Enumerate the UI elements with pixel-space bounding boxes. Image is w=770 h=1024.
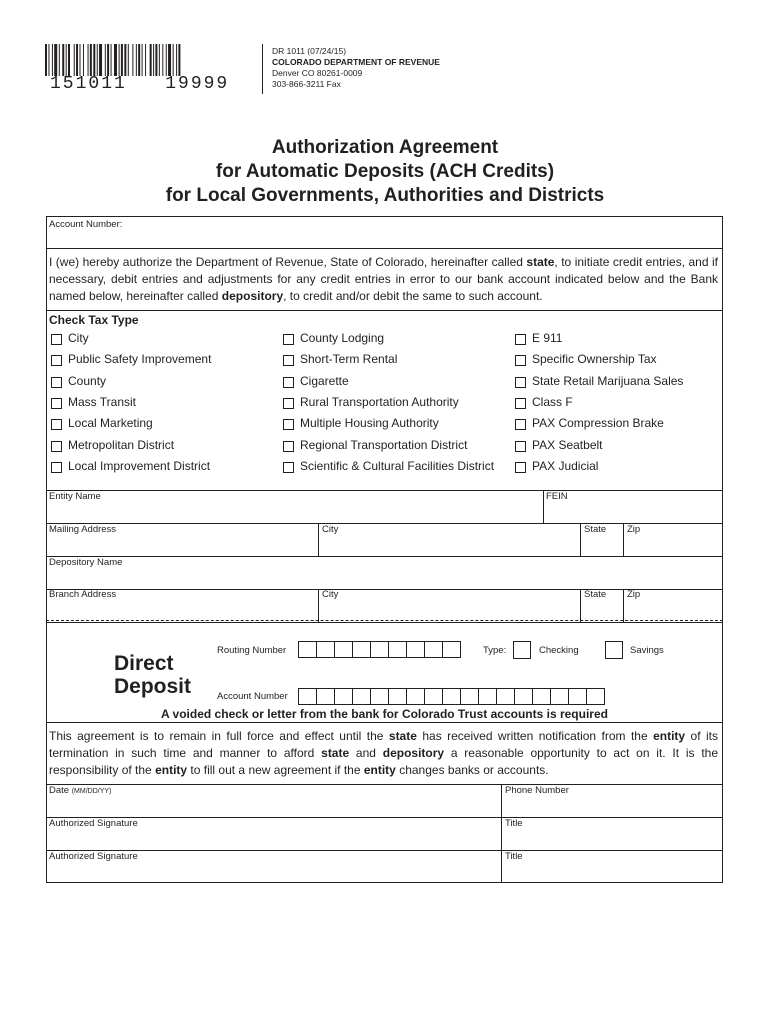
tax-type-checkbox[interactable] [51,334,62,345]
tax-type-option-label: Metropolitan District [68,437,175,452]
mailing-state-label: State [584,524,607,535]
divider [580,523,581,556]
divider [543,490,544,523]
form-id: DR 1011 (07/24/15) [272,46,347,56]
account-number-digit[interactable] [334,688,353,705]
branch-state-field[interactable] [582,600,622,619]
divider [46,490,723,491]
account-number-digit[interactable] [388,688,407,705]
mailing-state-field[interactable] [582,535,622,555]
tax-type-option-label: Rural Transportation Authority [300,394,459,409]
tax-type-checkbox[interactable] [515,355,526,366]
routing-number-digit[interactable] [316,641,335,658]
tax-type-option-label: Mass Transit [68,394,137,409]
date-format-hint: (MM/DD/YY) [71,788,112,795]
divider [46,850,723,851]
title-line-1: Authorization Agreement [271,137,499,158]
divider [623,589,624,622]
divider [46,620,723,621]
tax-type-checkbox[interactable] [51,398,62,409]
form-title [0,136,770,208]
account-number-digit[interactable] [298,688,317,705]
divider [46,722,723,723]
department-address: Denver CO 80261-0009 [272,68,363,78]
branch-address-field[interactable] [47,600,317,619]
fein-field[interactable] [545,502,721,522]
title-line-2: for Automatic Deposits (ACH Credits) [215,161,555,182]
tax-type-option-label: E 911 [532,331,563,345]
tax-type-option-label: Cigarette [300,373,349,388]
tax-type-option-label: PAX Judicial [532,458,599,473]
divider [46,310,723,311]
tax-type-checkbox[interactable] [515,441,526,452]
tax-type-option-label: Scientific & Cultural Facilities District [300,458,495,473]
title-field-2[interactable] [503,862,721,882]
account-number-digit[interactable] [496,688,515,705]
account-number-digit[interactable] [316,688,335,705]
branch-city-label: City [322,589,339,600]
account-number-digit[interactable] [442,688,461,705]
branch-address-label: Branch Address [49,589,117,600]
mailing-city-field[interactable] [320,535,579,555]
tax-type-option-label: Short-Term Rental [300,352,398,367]
phone-number-label: Phone Number [505,785,569,796]
tax-type-option-label: City [68,331,89,345]
account-number-digit[interactable] [406,688,425,705]
account-number-label-dd: Account Number [217,691,288,702]
tax-type-option-label: County Lodging [300,331,385,345]
entity-name-label: Entity Name [49,491,101,502]
authorized-signature-label-2: Authorized Signature [49,851,138,862]
tax-type-checkbox[interactable] [283,398,294,409]
authorization-text: I (we) hereby authorize the Department of Revenue, State of Colorado, hereinafter called state, to initiate credit entries, and if necessary, debit entries and adjustments for any credit entries in error to our bank account indicated below and the Bank named below, hereinafter called depository, to credit and/or debit the same to such account. [49,255,719,303]
account-number-digit[interactable] [370,688,389,705]
account-number-digit[interactable] [460,688,479,705]
mailing-address-field[interactable] [47,535,317,555]
account-number-digit[interactable] [352,688,371,705]
routing-number-digit[interactable] [334,641,353,658]
branch-zip-label: Zip [627,589,641,600]
tax-type-checkbox[interactable] [51,462,62,473]
type-label: Type: [483,645,507,656]
tax-type-option-label: PAX Seatbelt [532,437,603,452]
mailing-address-label: Mailing Address [49,524,117,535]
tax-type-checkbox[interactable] [51,419,62,430]
account-number-digit[interactable] [532,688,551,705]
authorized-signature-field-2[interactable] [47,862,500,882]
divider [46,589,723,590]
tax-type-checkbox[interactable] [283,441,294,452]
routing-number-digit[interactable] [388,641,407,658]
tax-type-checkbox[interactable] [283,462,294,473]
tax-type-option-label: Specific Ownership Tax [532,352,657,367]
entity-name-field[interactable] [47,502,542,522]
tax-type-checkbox[interactable] [51,377,62,388]
routing-number-digit[interactable] [442,641,461,658]
fein-label: FEIN [546,491,568,502]
checking-label: Checking [539,645,579,656]
department-name: COLORADO DEPARTMENT OF REVENUE [272,57,440,67]
date-label: Date (MM/DD/YY) [49,785,112,796]
tax-type-option-label: Multiple Housing Authority [300,416,439,431]
depository-name-field[interactable] [47,568,721,588]
tax-type-checkbox[interactable] [283,377,294,388]
mailing-zip-label: Zip [627,524,641,535]
tax-type-checkbox[interactable] [515,462,526,473]
tax-type-checkbox[interactable] [515,377,526,388]
branch-zip-field[interactable] [625,600,721,619]
account-number-digit[interactable] [550,688,569,705]
branch-city-field[interactable] [320,600,579,619]
tax-type-checkbox[interactable] [51,441,62,452]
divider [318,523,319,556]
title-label-1: Title [505,818,523,829]
checking-checkbox[interactable] [513,641,531,659]
divider [46,784,723,785]
tax-type-option-label: Local Marketing [68,416,153,431]
mailing-city-label: City [322,524,339,535]
account-number-field[interactable] [47,229,722,247]
savings-checkbox[interactable] [605,641,623,659]
tax-type-checkbox[interactable] [515,398,526,409]
direct-deposit-title-line-2: Deposit [114,675,192,698]
routing-number-digit[interactable] [370,641,389,658]
barcode-number: 151011 19999 [50,74,230,94]
phone-number-field[interactable] [503,796,721,816]
tax-type-checkbox[interactable] [283,334,294,345]
routing-number-digit[interactable] [352,641,371,658]
divider [46,556,723,557]
divider [501,784,502,883]
tax-type-option-label: State Retail Marijuana Sales [532,373,684,388]
title-label-2: Title [505,851,523,862]
divider [46,523,723,524]
agreement-text: This agreement is to remain in full force and effect until the state has received written notification from the entity of its termination in such time and manner to afford state and depository a reasonable opportunity to act on it. It is the responsibility of the entity to fill out a new agreement if the entity changes banks or accounts. [49,729,718,777]
tax-type-option-label: Class F [532,394,573,409]
header-divider [262,44,263,94]
depository-name-label: Depository Name [49,557,123,568]
account-number-digit[interactable] [568,688,587,705]
mailing-zip-field[interactable] [625,535,721,555]
tax-type-checkbox[interactable] [51,355,62,366]
tax-type-checkbox[interactable] [515,334,526,345]
divider [46,248,723,249]
routing-number-digit[interactable] [406,641,425,658]
account-number-label: Account Number: [49,219,123,230]
tax-type-option-label: Local Improvement District [68,458,211,473]
direct-deposit-title-line-1: Direct [114,652,174,675]
tax-type-option-label: Public Safety Improvement [68,352,212,367]
barcode [45,44,251,76]
authorized-signature-label-1: Authorized Signature [49,818,138,829]
account-number-digit[interactable] [424,688,443,705]
direct-deposit-title [114,652,191,698]
account-number-digit[interactable] [514,688,533,705]
tax-type-checkbox[interactable] [283,419,294,430]
routing-number-digit[interactable] [424,641,443,658]
tax-type-checkbox[interactable] [283,355,294,366]
routing-number-label: Routing Number [217,645,287,656]
savings-label: Savings [630,645,664,656]
divider [623,523,624,556]
account-number-digit[interactable] [478,688,497,705]
tax-type-heading: Check Tax Type [49,313,139,327]
tax-type-option-label: County [68,373,107,388]
divider [46,817,723,818]
tax-type-checkbox[interactable] [515,419,526,430]
date-field[interactable] [47,796,500,816]
title-line-3: for Local Governments, Authorities and Districts [165,185,605,206]
branch-state-label: State [584,589,607,600]
title-field-1[interactable] [503,829,721,849]
divider [580,589,581,622]
voided-check-note: A voided check or letter from the bank for Colorado Trust accounts is required [161,707,608,721]
divider [46,622,723,623]
routing-number-digit[interactable] [298,641,317,658]
divider [318,589,319,622]
tax-type-option-label: PAX Compression Brake [532,416,664,431]
authorized-signature-field-1[interactable] [47,829,500,849]
account-number-digit[interactable] [586,688,605,705]
tax-type-option-label: Regional Transportation District [300,437,468,452]
department-fax: 303-866-3211 Fax [272,79,341,89]
